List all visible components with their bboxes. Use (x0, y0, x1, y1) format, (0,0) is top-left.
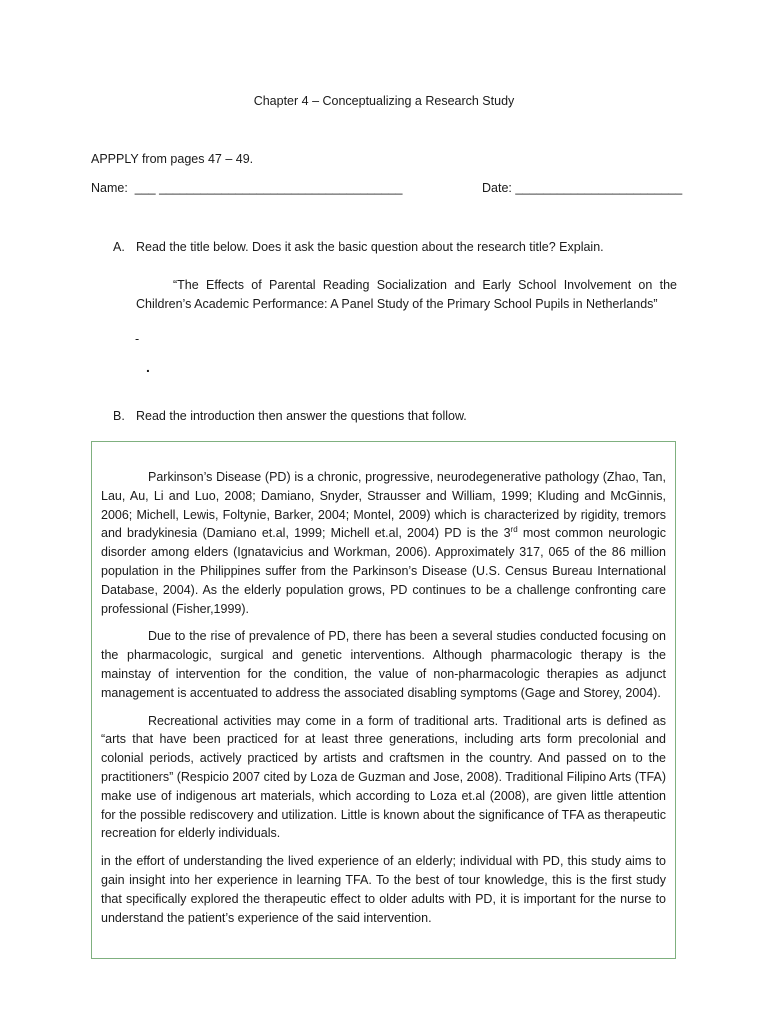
question-b (113, 409, 467, 423)
intro-paragraph-3: Recreational activities may come in a form of traditional arts. Traditional arts is defined as “arts that have been practiced for at least three generations, including arts form precolonial and colonial periods, actively practiced by artists and craftsmen in the country. And passed on to the practitioners” (Respicio 2007 cited by Loza de Guzman and Jose, 2008). Traditional Filipino Arts (TFA) make use of indigenous art materials, which according to Loza et.al (2008), are given little attention for the possible rediscovery and utilization. Little is known about the significance of TFA as therapeutic recreation for elderly individuals. (101, 713, 666, 841)
question-b-text: Read the introduction then answer the questions that follow. (136, 409, 467, 423)
question-b-number: B. (113, 409, 125, 423)
intro-paragraph-1-part-b: most common neurologic disorder among elders (Ignatavicius and Workman, 2006). Approximately 317, 065 of the 86 million population in the Philippines suffer from the Parkinson’s Disease (U.S. Census Bureau International Database, 2004). As the elderly population grows, PD continues to be a challenge confronting care professional (Fisher,1999). (101, 526, 666, 616)
apply-instruction: APPPLY from pages 47 – 49. (91, 152, 254, 166)
intro-paragraph-2: Due to the rise of prevalence of PD, there has been a several studies conducted focusing on the pharmacologic, surgical and genetic interventions. Although pharmacologic therapy is the mainstay of intervention for the condition, the value of non-pharmacologic therapies as adjunct management is accentuated to address the associated disabling symptoms (Gage and Storey, 2004). (101, 629, 666, 700)
ordinal-superscript: rd (510, 525, 518, 535)
intro-paragraph-1 (101, 468, 666, 618)
research-title-quote: “The Effects of Parental Reading Socialization and Early School Involvement on the Children’s Academic Performance: A Panel Study of the Primary School Pupils in Netherlands” (136, 278, 677, 311)
name-field: Name: ___ ___________________________________ (91, 181, 403, 195)
question-a-number: A. (113, 240, 125, 254)
introduction-box (91, 441, 676, 959)
answer-mark-dot: . (146, 359, 150, 375)
date-field: Date: ________________________ (482, 181, 683, 195)
question-a-text: Read the title below. Does it ask the basic question about the research title? Explain. (136, 240, 604, 254)
question-a (113, 240, 604, 254)
chapter-title: Chapter 4 – Conceptualizing a Research Study (253, 94, 515, 108)
intro-paragraph-1-part-a: Parkinson’s Disease (PD) is a chronic, progressive, neurodegenerative pathology (Zhao, Tan, Lau, Au, Li and Luo, 2008; Damiano, Snyder, Strausser and William, 1999; Kluding and McGinnis, 2006; Michell, Lewis, Foltynie, Barker, 2004; Montel, 2009) which is characterized by rigidity, tremors and bradykinesia (Damiano et.al, 1999; Michell et.al, 2004) PD is the 3 (101, 470, 666, 541)
answer-mark-dash: - (135, 332, 140, 346)
intro-paragraph-4: in the effort of understanding the lived experience of an elderly; individual with PD, this study aims to gain insight into her experience in learning TFA. To the best of tour knowledge, this is the first study that specifically explored the therapeutic effect to older adults with PD, it is important for the nurse to understand the patient’s experience of the said intervention. (101, 854, 666, 925)
